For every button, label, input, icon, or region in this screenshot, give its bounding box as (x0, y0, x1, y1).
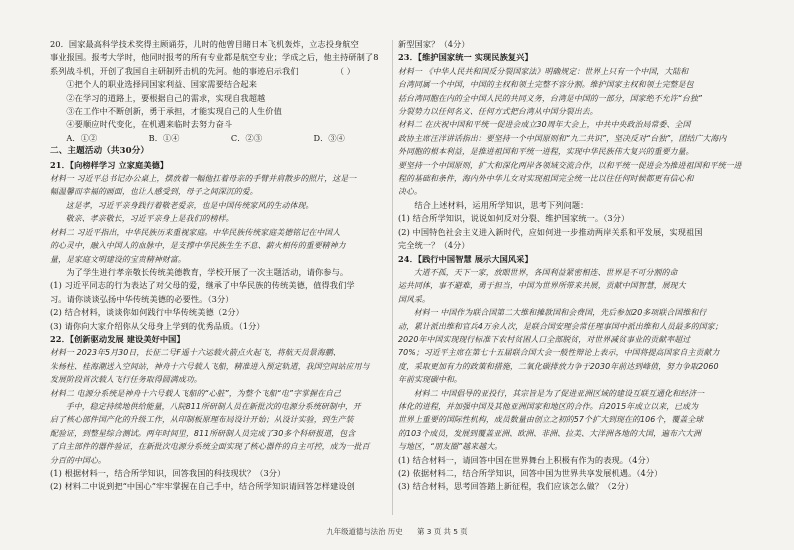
text-line: (1) 结合材料一，请回答中国在世界舞台上积极有作为的表现。（4分） (398, 454, 655, 465)
text-line: 2020年中国实现现行标准下农村贫困人口全部脱贫，对世界减贫事业的贡献率超过 (398, 334, 691, 344)
text-line: 结合上述材料，运用所学知识，思考下列问题： (414, 199, 589, 210)
text-line: 与地区，“朋友圈”越来越大。 (398, 442, 503, 452)
text-line: ②在学习的道路上，要根据自己的需求，实现自我超越 (66, 92, 266, 103)
text-line: 朱杨柱、桂海潮送入空间站，神舟十六号载人飞船，精准进入预定轨道，我国空间站应用与 (50, 361, 370, 371)
text-line: 为了学生进行孝亲敬长传统美德教育，学校开展了一次主题活动，请你参与。 (66, 266, 349, 277)
text-line: (2) 结合材料，谈谈你如何践行中华传统美德（2分） (50, 307, 244, 318)
text-line: 事业报国。报考大学时，他同时报考的所有专业都是航空专业；学成之后，他主持研制了8 (50, 52, 379, 63)
question-heading: 22．【创新驱动发展 建设美好中国】 (50, 333, 185, 344)
question-heading: 23．【维护国家统一 实现民族复兴】 (398, 52, 533, 63)
text-line: 动，累计派出维和官兵4万余人次，是联合国安理会常任理事国中派出维和人员最多的国家； (398, 321, 723, 331)
text-line: 了自主部件的器件验证，在新批次电源分系统全面实现了核心器件的自主可控，成为一批百 (50, 442, 370, 452)
text-line: 台湾同属一个中国，中国的主权和领土完整不容分割。维护国家主权和领土完整是包 (398, 80, 694, 90)
page-footer (0, 526, 794, 537)
section-heading: 二、主题活动（共30分） (50, 146, 150, 157)
text-line: 体化的进程，并加强中国及其他亚洲国家和地区的合作。自2015年成立以来，已成为 (398, 401, 699, 411)
right-column (398, 38, 748, 494)
answer-options (50, 132, 385, 145)
text-line: 决心。 (398, 187, 422, 197)
text-line: 运共同体，事不避难，勇于担当，中国为世界所带来共展，贡献中国智慧，展现大 (398, 281, 686, 291)
text-line: 材料二 中国倡导的亚投行，其宗旨是为了促进亚洲区域的建设互联互通化和经济一 (413, 388, 705, 398)
text-line: (2) 材料二中说到把“中国心”牢牢掌握在自己手中，结合所学知识请回答怎样建设创 (50, 481, 355, 492)
text-line: 程的基础和条件，海内外中华儿女对实现祖国完全统一比以往任何时候都更有信心和 (398, 174, 694, 184)
answer-option: B．①④ (148, 132, 180, 143)
text-line: ①把个人的职业选择同国家利益、国家需要结合起来 (66, 79, 258, 90)
text-line: ④要顺应时代变化，在机遇来临时去努力奋斗 (66, 119, 233, 130)
text-line: 敬亲、孝亲敬长，习近平亲身上是我们的榜样。 (65, 214, 234, 224)
text-line: 材料一 习近平总书记办公桌上，摆放着一幅他扛着母亲的手臂并肩散步的照片，这是一 (50, 174, 357, 184)
text-line: 的心灵中，融入中国人的血脉中，是支撑中华民族生生不息、薪火相传的重要精神力 (50, 241, 346, 251)
text-line: ③在工作中不断创新，勇于承担，才能实现自己的人生价值 (66, 106, 282, 117)
left-column (50, 38, 385, 494)
text-line: 世界上重要的国际性机构，成员数量由创立之初的57个扩大到现在的106个，覆盖全球 (398, 415, 704, 425)
text-line: 启了核心部件国产化的升级工作，从印制板原理布局设计开始；从设计实验，到生产装 (50, 415, 354, 425)
text-line: (1) 结合所学知识，说说如何反对分裂、维护国家统一。（3分） (398, 213, 630, 224)
answer-option: A．①② (66, 132, 98, 143)
text-line: 分裂势力以任何名义、任何方式把台湾从中国分裂出去。 (398, 107, 598, 117)
text-line: 手中，稳定持续地供给能量，八院811所研制人员在新批次的电源分系统研制中，开 (65, 401, 361, 411)
text-line: 习。请你谈谈弘扬中华传统美德的必要性。（3分） (50, 293, 234, 304)
text-line: 的103个成员，发展到覆盖亚洲、欧洲、非洲、拉美、大洋洲各地的大国，遍布六大洲 (398, 428, 702, 438)
text-line: 20．国家最高科学技术奖得主顾诵芬，儿时的他曾目睹日本飞机轰炸，立志投身航空 (50, 39, 359, 49)
text-line: （ ） (335, 65, 355, 76)
footer-page-number: 第 3 页 共 5 页 (416, 527, 468, 536)
text-line: (3) 结合材料，思考回答踏上新征程，我们应该怎么做？（2分） (398, 481, 634, 492)
column-divider (392, 40, 393, 515)
text-line: 外同胞的根本利益，是推进祖国和平统一进程，实现中华民族伟大复兴的重要力量。 (398, 147, 694, 157)
text-line: 度，采取更加有力的政策和措施，二氧化碳排放力争于2030年前达到峰值，努力争取2060 (398, 361, 719, 371)
text-line: 分百的中国心。 (50, 455, 106, 465)
text-line: 70%；习近平主席在第七十五届联合国大会一般性辩论上表示，中国将提高国家自主贡献力 (398, 348, 720, 358)
text-line: (3) 请你向大家介绍你从父母身上学到的优秀品质。（1分） (50, 320, 265, 331)
footer-subject: 九年级道德与法治 历史 (326, 527, 403, 536)
text-line: 材料二 习近平指出，中华民族历来重视家庭。中华民族传统家庭美德铭记在中国人 (50, 227, 341, 237)
text-line: 材料二 电源分系统是神舟十六号载人飞船的“心脏”，为整个飞船“电”字掌握在自己 (50, 388, 342, 398)
question-heading: 24．【践行中国智慧 展示大国风采】 (398, 253, 533, 264)
text-line: 量，是家庭文明建设的宝贵精神财富。 (50, 254, 186, 264)
text-line: 材料二 在庆祝中国和平统一促进会成立30周年大会上，中共中央政治局常委、全国 (398, 120, 691, 130)
question-heading: 21．【向榜样学习 立家庭美德】 (50, 159, 169, 170)
text-line: (2) 依据材料二，结合所学知识，回答中国为世界共享发展机遇。（4分） (398, 468, 663, 478)
text-line: 发展阶段首次载人飞行任务取得圆满成功。 (50, 375, 202, 385)
answer-option: C．②③ (230, 132, 263, 143)
text-line: 政协主席汪洋讲话指出：要坚持一个中国原则和“九二共识”，坚决反对“台独”，团结广大海内 (398, 133, 727, 143)
text-line: 材料一 2023年5月30日，长征二号F遥十六运载火箭点火起飞，将航天员景海鹏、 (50, 348, 341, 358)
text-line: 括台湾同胞在内的全中国人民的共同义务，台湾是中国的一部分，国家绝不允许“台独” (398, 93, 703, 103)
text-line: 国风采。 (398, 294, 430, 304)
text-line: 新型国家？（4分） (398, 39, 470, 49)
text-line: 材料一 中国作为联合国第二大维和摊款国和会费国，先后参加20多项联合国维和行 (413, 308, 707, 318)
text-line: (2) 中国特色社会主义进入新时代，应如何进一步推动两岸关系和平发展，实现祖国 (398, 226, 703, 237)
text-line: 这是孝，习近平亲身践行着敬老爱亲，也是中国传统家风的生动体现。 (65, 200, 314, 210)
text-line: (1) 习近平同志的行为表达了对父母的爱，继承了中华民族的传统美德，值得我们学 (50, 280, 355, 291)
text-line: 年前实现碳中和。 (398, 375, 462, 385)
text-line: 系列战斗机，开创了我国自主研制歼击机的先河。他的事迹启示我们 (50, 65, 299, 76)
text-line: 完全统一？（4分） (398, 240, 470, 251)
answer-option: D．③④ (313, 132, 345, 143)
text-line: 大道不孤，天下一家，放眼世界，各国利益紧密相连、世界是不可分割的命 (413, 267, 678, 277)
text-line: (1) 根据材料一，结合所学知识，回答我国的科技现状？（3分） (50, 468, 286, 479)
text-line: 要坚持一个中国原则，扩大和深化两岸各领域交流合作，以和平统一促进会为推进祖国和平统一进 (398, 160, 742, 170)
text-line: 材料一 《中华人民共和国反分裂国家法》明确规定：世界上只有一个中国，大陆和 (398, 66, 689, 76)
text-line: 幅温馨而幸福的画面，也让人感受到，母子之间深沉的爱。 (50, 187, 258, 197)
text-line: 配验证，到整星综合测试。两年时间里，811所研制人员完成了30多个科研报道，包含 (50, 428, 356, 438)
